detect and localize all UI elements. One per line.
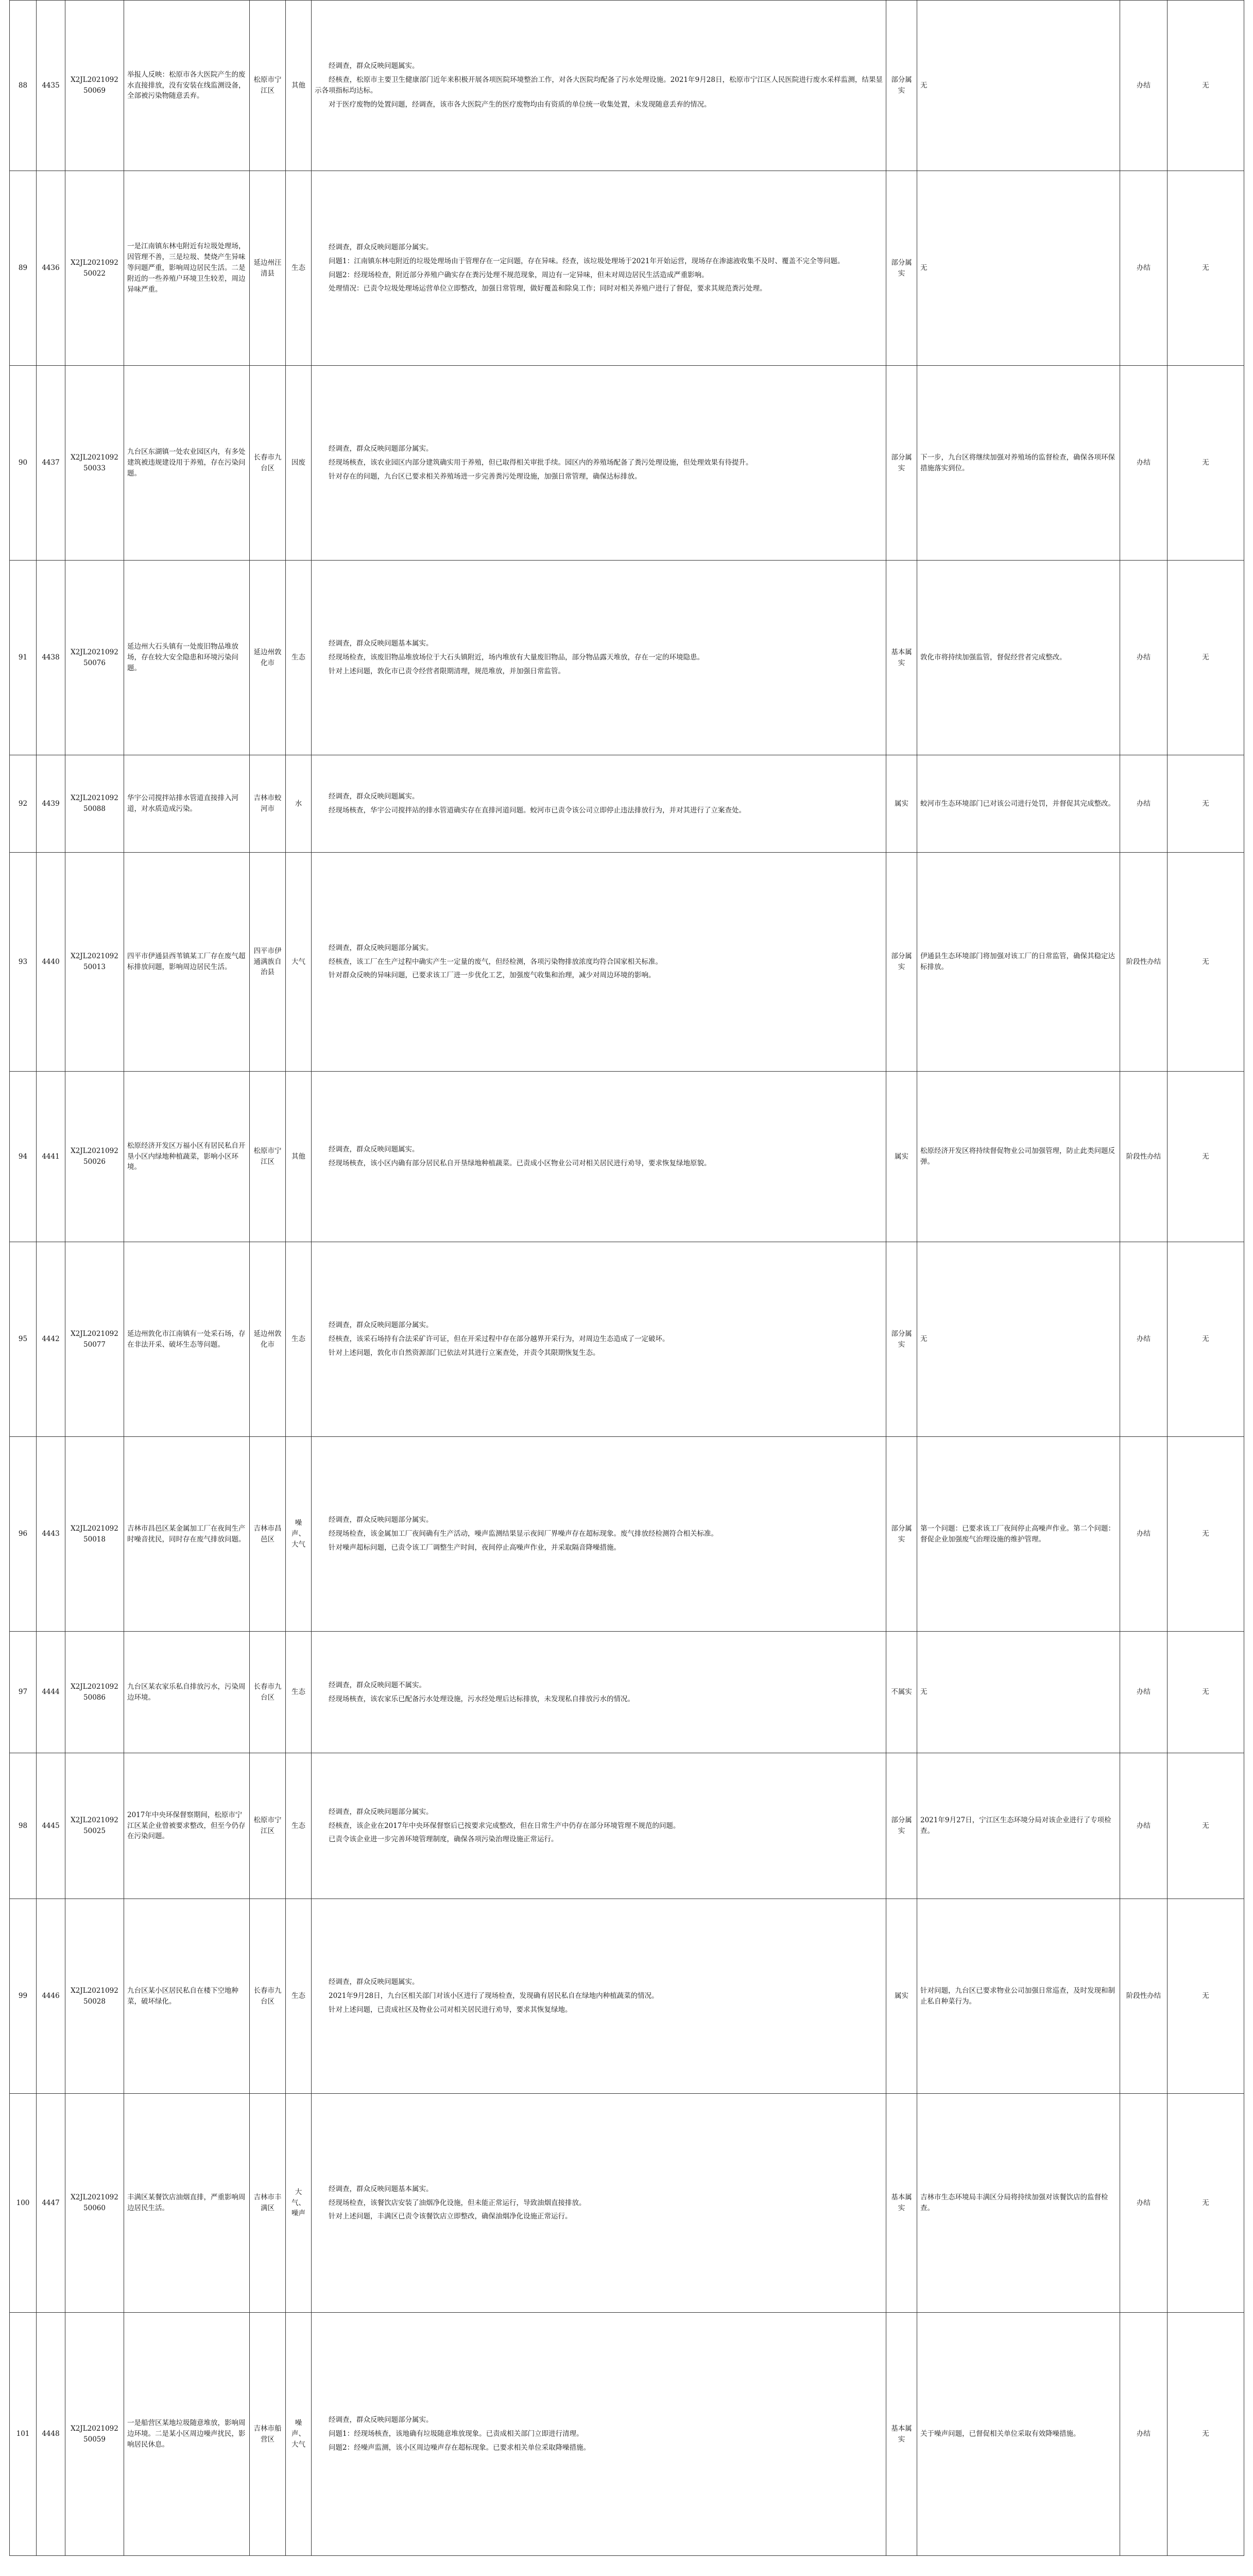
measures-cell: 关于噪声问题，已督促相关单位采取有效降噪措施。 (917, 2313, 1120, 2556)
findings-paragraph: 针对上述问题，敦化市已责令经营者限期清理，规范堆放，并加强日常监管。 (329, 667, 565, 675)
findings-cell (312, 1, 886, 171)
petition-table (9, 0, 1244, 2556)
administrative-area-cell: 吉林市船营区 (250, 2313, 286, 2556)
batch-number-cell: 4445 (37, 1753, 65, 1899)
findings-paragraph: 针对上述问题，敦化市自然资源部门已依法对其进行立案查处，并责令其限期恢复生态。 (329, 1348, 600, 1357)
pollution-type-cell: 噪声、大气 (286, 1437, 312, 1632)
status-cell: 办结 (1120, 1242, 1168, 1437)
findings-cell (312, 755, 886, 853)
measures-cell: 吉林市生态环境局丰满区分局将持续加强对该餐饮店的监督检查。 (917, 2094, 1120, 2313)
batch-number-cell: 4447 (37, 2094, 65, 2313)
table-row (10, 171, 1244, 366)
pollution-type-cell: 生态 (286, 1753, 312, 1899)
pollution-type-cell: 生态 (286, 1242, 312, 1437)
findings-paragraph: 经核查，松原市主要卫生健康部门近年来积极开展各项医院环境整治工作，对各大医院均配备了污水处理设施。2021年9月28日，松原市宁江区人民医院进行废水采样监测，结果显示各项指标均达标。 (315, 76, 883, 95)
verdict-cell: 属实 (886, 1072, 917, 1242)
findings-paragraph: 经调查，群众反映问题属实。 (329, 1978, 419, 1987)
status-cell: 阶段性办结 (1120, 1899, 1168, 2094)
accountability-cell: 无 (1168, 1242, 1244, 1437)
findings-cell (312, 171, 886, 366)
administrative-area-cell: 延边州汪清县 (250, 171, 286, 366)
issue-description-cell: 2017年中央环保督察期间，松原市宁江区某企业曾被要求整改，但至今仍存在污染问题。 (124, 1753, 250, 1899)
case-code-cell: X2JL202109250018 (65, 1437, 124, 1632)
findings-paragraph: 经核查，该采石场持有合法采矿许可证，但在开采过程中存在部分越界开采行为，对周边生态造成了一定破坏。 (329, 1335, 670, 1344)
status-cell: 办结 (1120, 171, 1168, 366)
findings-paragraph: 经调查，群众反映问题属实。 (329, 62, 419, 71)
row-number-cell: 92 (10, 755, 37, 853)
findings-paragraph: 针对上述问题，已责成社区及物业公司对相关居民进行劝导，要求其恢复绿地。 (329, 2005, 572, 2014)
measures-cell: 第一个问题：已要求该工厂夜间停止高噪声作业。第二个问题：督促企业加强废气治理设施的维护管理。 (917, 1437, 1120, 1632)
batch-number-cell: 4441 (37, 1072, 65, 1242)
pollution-type-cell: 生态 (286, 171, 312, 366)
verdict-cell: 基本属实 (886, 2313, 917, 2556)
row-number-cell: 96 (10, 1437, 37, 1632)
issue-description-cell: 九台区某小区居民私自在楼下空地种菜，破坏绿化。 (124, 1899, 250, 2094)
findings-paragraph: 针对噪声超标问题，已责令该工厂调整生产时间，夜间停止高噪声作业，并采取隔音降噪措施。 (329, 1543, 621, 1552)
table-row (10, 1437, 1244, 1632)
table-row (10, 1899, 1244, 2094)
row-number-cell: 89 (10, 171, 37, 366)
findings-paragraph: 处理情况：已责令垃圾处理场运营单位立即整改，加强日常管理，做好覆盖和除臭工作；同时对相关养殖户进行了督促，要求其规范粪污处理。 (329, 284, 767, 293)
status-cell: 办结 (1120, 1, 1168, 171)
administrative-area-cell: 吉林市丰满区 (250, 2094, 286, 2313)
status-cell: 办结 (1120, 2313, 1168, 2556)
findings-paragraph: 针对存在的问题，九台区已要求相关养殖场进一步完善粪污处理设施，加强日常管理，确保达标排放。 (329, 472, 642, 481)
row-number-cell: 88 (10, 1, 37, 171)
row-number-cell: 95 (10, 1242, 37, 1437)
accountability-cell: 无 (1168, 1437, 1244, 1632)
table-row (10, 1242, 1244, 1437)
pollution-type-cell: 因废 (286, 366, 312, 561)
findings-paragraph: 经核查，该工厂在生产过程中确实产生一定量的废气，但经检测，各项污染物排放浓度均符合国家相关标准。 (329, 957, 662, 966)
issue-description-cell: 延边州敦化市江南镇有一处采石场，存在非法开采、破坏生态等问题。 (124, 1242, 250, 1437)
pollution-type-cell: 其他 (286, 1072, 312, 1242)
verdict-cell: 部分属实 (886, 171, 917, 366)
administrative-area-cell: 松原市宁江区 (250, 1, 286, 171)
measures-cell: 蛟河市生态环境部门已对该公司进行处罚，并督促其完成整改。 (917, 755, 1120, 853)
pollution-type-cell: 生态 (286, 561, 312, 755)
issue-description-cell: 延边州大石头镇有一处废旧物品堆放场，存在较大安全隐患和环境污染问题。 (124, 561, 250, 755)
verdict-cell: 部分属实 (886, 1753, 917, 1899)
verdict-cell: 部分属实 (886, 1, 917, 171)
case-code-cell: X2JL202109250022 (65, 171, 124, 366)
accountability-cell: 无 (1168, 1899, 1244, 2094)
measures-cell: 敦化市将持续加强监管，督促经营者完成整改。 (917, 561, 1120, 755)
accountability-cell: 无 (1168, 1632, 1244, 1753)
case-code-cell: X2JL202109250076 (65, 561, 124, 755)
verdict-cell: 部分属实 (886, 1242, 917, 1437)
batch-number-cell: 4446 (37, 1899, 65, 2094)
findings-paragraph: 经现场核查，该小区内确有部分居民私自开垦绿地种植蔬菜。已责成小区物业公司对相关居民进行劝导，要求恢复绿地原貌。 (329, 1159, 711, 1167)
administrative-area-cell: 长春市九台区 (250, 1632, 286, 1753)
findings-paragraph: 经调查，群众反映问题部分属实。 (329, 1516, 433, 1524)
administrative-area-cell: 延边州敦化市 (250, 1242, 286, 1437)
table-row (10, 1072, 1244, 1242)
pollution-type-cell: 水 (286, 755, 312, 853)
verdict-cell: 属实 (886, 755, 917, 853)
measures-cell: 下一步，九台区将继续加强对养殖场的监督检查，确保各项环保措施落实到位。 (917, 366, 1120, 561)
administrative-area-cell: 松原市宁江区 (250, 1072, 286, 1242)
findings-paragraph: 经核查，该企业在2017年中央环保督察后已按要求完成整改，但在日常生产中仍存在部分环境管理不规范的问题。 (329, 1821, 680, 1830)
findings-cell (312, 1753, 886, 1899)
case-code-cell: X2JL202109250059 (65, 2313, 124, 2556)
findings-paragraph: 经调查，群众反映问题部分属实。 (329, 2416, 433, 2425)
issue-description-cell: 九台区某农家乐私自排放污水，污染周边环境。 (124, 1632, 250, 1753)
batch-number-cell: 4439 (37, 755, 65, 853)
row-number-cell: 94 (10, 1072, 37, 1242)
measures-cell: 2021年9月27日，宁江区生态环境分局对该企业进行了专项检查。 (917, 1753, 1120, 1899)
table-row (10, 561, 1244, 755)
status-cell: 办结 (1120, 1753, 1168, 1899)
status-cell: 阶段性办结 (1120, 1072, 1168, 1242)
row-number-cell: 91 (10, 561, 37, 755)
table-body (10, 1, 1244, 2556)
status-cell: 办结 (1120, 1632, 1168, 1753)
batch-number-cell: 4444 (37, 1632, 65, 1753)
table-row (10, 1753, 1244, 1899)
findings-paragraph: 对于医疗废物的处置问题，经调查，该市各大医院产生的医疗废物均由有资质的单位统一收集处置，未发现随意丢弃的情况。 (329, 100, 711, 109)
findings-cell (312, 561, 886, 755)
case-code-cell: X2JL202109250069 (65, 1, 124, 171)
findings-paragraph: 经调查，群众反映问题属实。 (329, 1145, 419, 1154)
findings-paragraph: 问题1：江南镇东林屯附近的垃圾处理场由于管理存在一定问题，存在异味。经查，该垃圾处理场于2021年开始运营，现场存在渗滤液收集不及时、覆盖不完全等问题。 (329, 257, 845, 265)
findings-cell (312, 2313, 886, 2556)
table-row (10, 853, 1244, 1072)
case-code-cell: X2JL202109250025 (65, 1753, 124, 1899)
status-cell: 办结 (1120, 755, 1168, 853)
case-code-cell: X2JL202109250028 (65, 1899, 124, 2094)
batch-number-cell: 4435 (37, 1, 65, 171)
findings-paragraph: 经调查，群众反映问题部分属实。 (329, 943, 433, 952)
table-row (10, 2094, 1244, 2313)
batch-number-cell: 4442 (37, 1242, 65, 1437)
status-cell: 办结 (1120, 2094, 1168, 2313)
findings-paragraph: 经调查，群众反映问题部分属实。 (329, 1807, 433, 1816)
row-number-cell: 100 (10, 2094, 37, 2313)
table-row (10, 1, 1244, 171)
accountability-cell: 无 (1168, 755, 1244, 853)
table-row (10, 2313, 1244, 2556)
batch-number-cell: 4440 (37, 853, 65, 1072)
findings-paragraph: 经调查，群众反映问题部分属实。 (329, 445, 433, 453)
status-cell: 办结 (1120, 561, 1168, 755)
row-number-cell: 97 (10, 1632, 37, 1753)
row-number-cell: 93 (10, 853, 37, 1072)
status-cell: 办结 (1120, 1437, 1168, 1632)
verdict-cell: 属实 (886, 1899, 917, 2094)
findings-paragraph: 经调查，群众反映问题基本属实。 (329, 639, 433, 648)
findings-paragraph: 经现场检查，该金属加工厂夜间确有生产活动，噪声监测结果显示夜间厂界噪声存在超标现象。废气排放经检测符合相关标准。 (329, 1530, 718, 1538)
pollution-type-cell: 其他 (286, 1, 312, 171)
findings-paragraph: 经调查，群众反映问题基本属实。 (329, 2184, 433, 2193)
findings-paragraph: 针对上述问题，丰满区已责令该餐饮店立即整改，确保油烟净化设施正常运行。 (329, 2212, 572, 2221)
verdict-cell: 基本属实 (886, 561, 917, 755)
row-number-cell: 90 (10, 366, 37, 561)
findings-paragraph: 经现场核查，华宇公司搅拌站的排水管道确实存在直排河道问题。蛟河市已责令该公司立即停止违法排放行为，并对其进行了立案查处。 (329, 806, 746, 815)
issue-description-cell: 华宇公司搅拌站排水管道直接排入河道，对水质造成污染。 (124, 755, 250, 853)
accountability-cell: 无 (1168, 853, 1244, 1072)
row-number-cell: 98 (10, 1753, 37, 1899)
findings-cell (312, 1072, 886, 1242)
accountability-cell: 无 (1168, 2313, 1244, 2556)
administrative-area-cell: 四平市伊通满族自治县 (250, 853, 286, 1072)
findings-cell (312, 2094, 886, 2313)
batch-number-cell: 4438 (37, 561, 65, 755)
administrative-area-cell: 吉林市蛟河市 (250, 755, 286, 853)
pollution-type-cell: 噪声、大气 (286, 2313, 312, 2556)
measures-cell: 无 (917, 1, 1120, 171)
accountability-cell: 无 (1168, 366, 1244, 561)
issue-description-cell: 九台区东湖镇一处农业园区内，有多处建筑被违规建设用于养殖，存在污染问题。 (124, 366, 250, 561)
issue-description-cell: 一是船营区某地垃圾随意堆放，影响周边环境。二是某小区周边噪声扰民，影响居民休息。 (124, 2313, 250, 2556)
findings-paragraph: 问题2：经噪声监测，该小区周边噪声存在超标现象。已要求相关单位采取降噪措施。 (329, 2443, 591, 2452)
batch-number-cell: 4436 (37, 171, 65, 366)
verdict-cell: 部分属实 (886, 1437, 917, 1632)
case-code-cell: X2JL202109250026 (65, 1072, 124, 1242)
status-cell: 办结 (1120, 366, 1168, 561)
pollution-type-cell: 生态 (286, 1632, 312, 1753)
issue-description-cell: 一是江南镇东林屯附近有垃圾处理场，因管理不善，三是垃圾、焚烧产生异味等问题严重，影响周边居民生活。二是附近的一些养殖户环境卫生较差，周边异味严重。 (124, 171, 250, 366)
verdict-cell: 部分属实 (886, 366, 917, 561)
findings-cell (312, 853, 886, 1072)
findings-paragraph: 经调查，群众反映问题不属实。 (329, 1681, 426, 1689)
row-number-cell: 99 (10, 1899, 37, 2094)
accountability-cell: 无 (1168, 171, 1244, 366)
case-code-cell: X2JL202109250060 (65, 2094, 124, 2313)
issue-description-cell: 松原经济开发区万福小区有居民私自开垦小区内绿地种植蔬菜，影响小区环境。 (124, 1072, 250, 1242)
table-row (10, 755, 1244, 853)
issue-description-cell: 四平市伊通县西苇镇某工厂存在废气超标排放问题，影响周边居民生活。 (124, 853, 250, 1072)
table-row (10, 1632, 1244, 1753)
findings-paragraph: 经调查，群众反映问题部分属实。 (329, 243, 433, 251)
findings-paragraph: 已责令该企业进一步完善环境管理制度，确保各项污染治理设施正常运行。 (329, 1835, 558, 1844)
findings-paragraph: 2021年9月28日，九台区相关部门对该小区进行了现场检查，发现确有居民私自在绿地内种植蔬菜的情况。 (329, 1992, 659, 2001)
administrative-area-cell: 延边州敦化市 (250, 561, 286, 755)
findings-cell (312, 1632, 886, 1753)
pollution-type-cell: 大气、噪声 (286, 2094, 312, 2313)
verdict-cell: 基本属实 (886, 2094, 917, 2313)
batch-number-cell: 4437 (37, 366, 65, 561)
case-code-cell: X2JL202109250077 (65, 1242, 124, 1437)
findings-paragraph: 经现场检查，该餐饮店安装了油烟净化设施，但未能正常运行，导致油烟直接排放。 (329, 2198, 586, 2207)
findings-paragraph: 问题2：经现场检查，附近部分养殖户确实存在粪污处理不规范现象，周边有一定异味，但未对周边居民生活造成严重影响。 (329, 270, 709, 279)
findings-paragraph: 针对群众反映的异味问题，已要求该工厂进一步优化工艺，加强废气收集和治理，减少对周边环境的影响。 (329, 971, 656, 980)
issue-description-cell: 吉林市昌邑区某金属加工厂在夜间生产时噪音扰民，同时存在废气排放问题。 (124, 1437, 250, 1632)
findings-cell (312, 366, 886, 561)
measures-cell: 无 (917, 1632, 1120, 1753)
administrative-area-cell: 长春市九台区 (250, 366, 286, 561)
measures-cell: 伊通县生态环境部门将加强对该工厂的日常监管，确保其稳定达标排放。 (917, 853, 1120, 1072)
accountability-cell: 无 (1168, 1072, 1244, 1242)
row-number-cell: 101 (10, 2313, 37, 2556)
verdict-cell: 部分属实 (886, 853, 917, 1072)
accountability-cell: 无 (1168, 1753, 1244, 1899)
table-row (10, 366, 1244, 561)
findings-cell (312, 1437, 886, 1632)
case-code-cell: X2JL202109250033 (65, 366, 124, 561)
verdict-cell: 不属实 (886, 1632, 917, 1753)
measures-cell: 针对问题，九台区已要求物业公司加强日常巡查，及时发现和制止私自种菜行为。 (917, 1899, 1120, 2094)
pollution-type-cell: 生态 (286, 1899, 312, 2094)
administrative-area-cell: 吉林市昌邑区 (250, 1437, 286, 1632)
measures-cell: 无 (917, 1242, 1120, 1437)
findings-paragraph: 经现场检查，该废旧物品堆放场位于大石头镇附近，场内堆放有大量废旧物品，部分物品露天堆放，存在一定的环境隐患。 (329, 653, 704, 662)
measures-cell: 松原经济开发区将持续督促物业公司加强管理，防止此类问题反弹。 (917, 1072, 1120, 1242)
accountability-cell: 无 (1168, 1, 1244, 171)
findings-paragraph: 经调查，群众反映问题部分属实。 (329, 1321, 433, 1330)
pollution-type-cell: 大气 (286, 853, 312, 1072)
batch-number-cell: 4443 (37, 1437, 65, 1632)
case-code-cell: X2JL202109250086 (65, 1632, 124, 1753)
measures-cell: 无 (917, 171, 1120, 366)
findings-paragraph: 经调查，群众反映问题属实。 (329, 792, 419, 801)
case-code-cell: X2JL202109250013 (65, 853, 124, 1072)
case-code-cell: X2JL202109250088 (65, 755, 124, 853)
findings-paragraph: 经现场核查，该农家乐已配备污水处理设施，污水经处理后达标排放，未发现私自排放污水的情况。 (329, 1694, 634, 1703)
issue-description-cell: 举报人反映：松原市各大医院产生的废水直接排放，没有安装在线监测设备，全部被污染物随意丢弃。 (124, 1, 250, 171)
findings-cell (312, 1899, 886, 2094)
findings-cell (312, 1242, 886, 1437)
status-cell: 阶段性办结 (1120, 853, 1168, 1072)
batch-number-cell: 4448 (37, 2313, 65, 2556)
accountability-cell: 无 (1168, 561, 1244, 755)
administrative-area-cell: 长春市九台区 (250, 1899, 286, 2094)
findings-paragraph: 问题1：经现场核查，该地确有垃圾随意堆放现象。已责成相关部门立即进行清理。 (329, 2430, 583, 2438)
administrative-area-cell: 松原市宁江区 (250, 1753, 286, 1899)
findings-paragraph: 经现场核查，该农业园区内部分建筑确实用于养殖，但已取得相关审批手续。园区内的养殖场配备了粪污处理设施，但处理效果有待提升。 (329, 459, 753, 467)
accountability-cell: 无 (1168, 2094, 1244, 2313)
issue-description-cell: 丰满区某餐饮店油烟直排，严重影响周边居民生活。 (124, 2094, 250, 2313)
